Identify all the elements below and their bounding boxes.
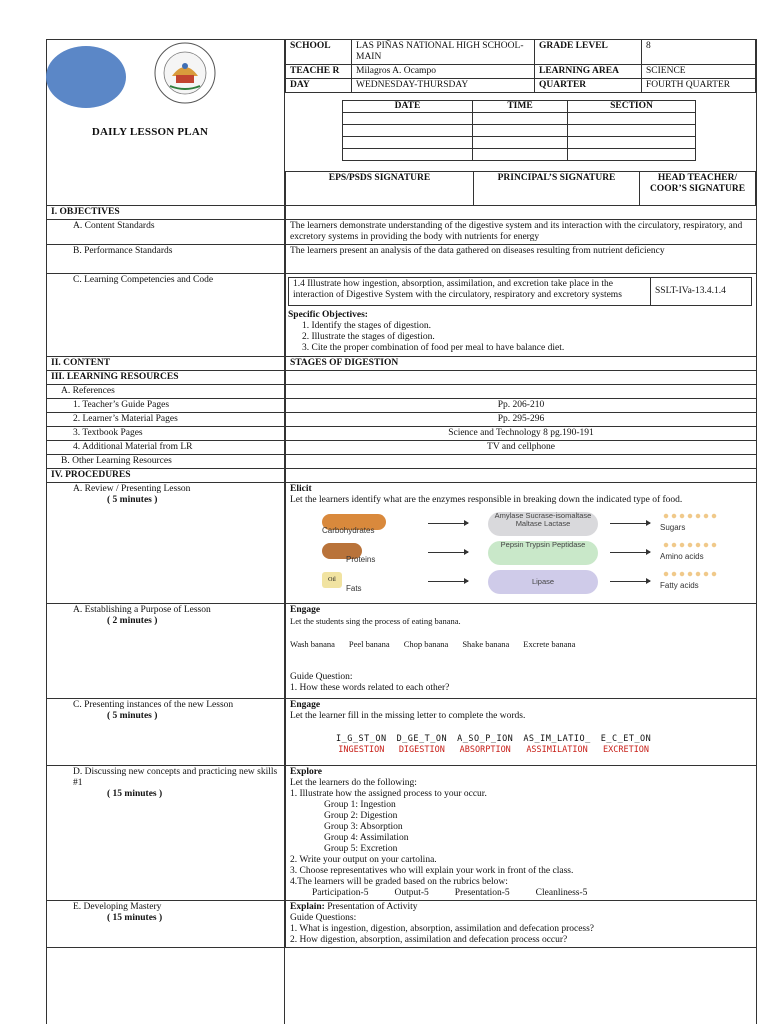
empty-cell xyxy=(286,206,757,220)
empty-cell xyxy=(286,371,757,385)
signature-table xyxy=(285,171,756,206)
guide-question: 1. How these words related to each other? xyxy=(290,683,450,693)
resources-heading: III. LEARNING RESOURCES xyxy=(47,371,286,385)
puzzle-word: I_G_ST_ON xyxy=(336,734,387,744)
arrow-icon xyxy=(428,581,468,582)
oil-bottle-image: Oil xyxy=(322,572,342,588)
puzzle-word: E_C_ET_ON xyxy=(600,734,652,744)
resource-value: Pp. 295-296 xyxy=(286,413,757,427)
answer-word: INGESTION xyxy=(338,745,385,755)
specific-objective: 1. Identify the stages of digestion. xyxy=(302,321,432,331)
enzyme-cloud: Lipase xyxy=(488,570,598,594)
purpose-minutes: ( 2 minutes ) xyxy=(107,616,158,626)
rubric-row xyxy=(290,888,752,899)
eps-signature-label: EPS/PSDS SIGNATURE xyxy=(286,172,474,206)
elicit-text: Let the learners identify what are the enzymes responsible in breaking down the indicated type of food. xyxy=(290,495,683,505)
product-label: Fatty acids xyxy=(660,581,699,590)
time-cell xyxy=(473,125,568,137)
enzyme-diagram xyxy=(290,512,730,596)
competency-code: SSLT-IVa-13.4.1.4 xyxy=(655,286,726,296)
puzzle-word: A_SO_P_ION xyxy=(457,734,514,744)
product-label: Sugars xyxy=(660,523,686,532)
header-info-table xyxy=(285,39,756,93)
explain-title: Explain: xyxy=(290,902,325,912)
engage-title: Engage xyxy=(290,605,321,615)
arrow-icon xyxy=(428,523,468,524)
competency-box xyxy=(288,277,752,306)
answer-word: EXCRETION xyxy=(602,745,650,755)
other-resources-label: B. Other Learning Resources xyxy=(47,455,286,469)
banana-step: Chop banana xyxy=(403,639,449,649)
puzzle-word: D_GE_T_ON xyxy=(396,734,448,744)
explore-step: 1. Illustrate how the assigned process to your occur. xyxy=(290,789,487,799)
enzyme-cloud: Pepsin Trypsin Peptidase xyxy=(488,541,598,565)
review-minutes: ( 5 minutes ) xyxy=(107,495,158,505)
empty-cell xyxy=(286,469,757,483)
school-value: LAS PIÑAS NATIONAL HIGH SCHOOL-MAIN xyxy=(352,40,535,65)
teacher-value: Milagros A. Ocampo xyxy=(352,65,535,79)
day-value: WEDNESDAY-THURSDAY xyxy=(352,79,535,93)
day-label: DAY xyxy=(286,79,352,93)
banana-step: Excrete banana xyxy=(523,639,576,649)
area-value: SCIENCE xyxy=(642,65,756,79)
answer-word: DIGESTION xyxy=(398,745,445,755)
empty-cell xyxy=(286,455,757,469)
specific-objectives-heading: Specific Objectives: xyxy=(288,310,368,320)
content-value: STAGES OF DIGESTION xyxy=(286,357,757,371)
guide-question: 2. How digestion, absorption, assimilation and defecation process occur? xyxy=(290,935,568,945)
quarter-value: FOURTH QUARTER xyxy=(642,79,756,93)
guide-questions-label: Guide Questions: xyxy=(290,913,357,923)
resource-label: 2. Learner’s Material Pages xyxy=(47,413,286,427)
group-item: Group 3: Absorption xyxy=(324,822,403,832)
amino-dots-image xyxy=(662,541,718,550)
puzzle-word: AS_IM_LATIO_ xyxy=(523,734,591,744)
rubric-item: Presentation-5 xyxy=(454,888,510,898)
competencies-label: C. Learning Competencies and Code xyxy=(47,274,286,357)
explore-step: 4.The learners will be graded based on the rubrics below: xyxy=(290,877,508,887)
elicit-title: Elicit xyxy=(290,484,312,494)
principal-signature-label: PRINCIPAL’S SIGNATURE xyxy=(474,172,640,206)
date-cell xyxy=(343,137,473,149)
guide-question-label: Guide Question: xyxy=(290,672,353,682)
blue-oval-shape xyxy=(46,46,126,108)
group-item: Group 5: Excretion xyxy=(324,844,398,854)
date-cell xyxy=(343,125,473,137)
empty-cell xyxy=(286,385,757,399)
date-time-section-table xyxy=(342,100,696,161)
explore-step: 3. Choose representatives who will explain your work in front of the class. xyxy=(290,866,574,876)
content-heading: II. CONTENT xyxy=(47,357,286,371)
mastery-minutes: ( 15 minutes ) xyxy=(107,913,163,923)
discussing-minutes: ( 15 minutes ) xyxy=(107,789,163,799)
food-label: Carbohydrates xyxy=(322,526,375,535)
rubric-item: Cleanliness-5 xyxy=(535,888,588,898)
head-teacher-signature-label: HEAD TEACHER/ COOR’S SIGNATURE xyxy=(640,172,756,206)
enzyme-cloud: Amylase Sucrase-isomaltase Maltase Lactase xyxy=(488,512,598,536)
answer-word: ABSORPTION xyxy=(459,745,511,755)
food-label: Fats xyxy=(346,584,362,593)
resource-label: 1. Teacher’s Guide Pages xyxy=(47,399,286,413)
mastery-label: E. Developing Mastery xyxy=(73,902,162,912)
lesson-plan-table xyxy=(46,205,757,948)
resource-value: Science and Technology 8 pg.190-191 xyxy=(286,427,757,441)
instances-label: C. Presenting instances of the new Lesson xyxy=(73,700,234,710)
arrow-icon xyxy=(428,552,468,553)
arrow-icon xyxy=(610,552,650,553)
banana-step: Wash banana xyxy=(290,639,335,649)
section-header: SECTION xyxy=(568,101,696,113)
time-cell xyxy=(473,113,568,125)
procedures-heading: IV. PROCEDURES xyxy=(47,469,286,483)
resource-label: 3. Textbook Pages xyxy=(47,427,286,441)
explore-step: 2. Write your output on your cartolina. xyxy=(290,855,437,865)
content-standards-text: The learners demonstrate understanding of the digestive system and its interaction with the circulatory, respiratory, and excretory systems in providing the body with nutrients for energy xyxy=(286,220,757,245)
purpose-label: A. Establishing a Purpose of Lesson xyxy=(73,605,211,615)
product-label: Amino acids xyxy=(660,552,704,561)
resource-value: Pp. 206-210 xyxy=(286,399,757,413)
sugar-dots-image xyxy=(662,512,718,521)
specific-objective: 2. Illustrate the stages of digestion. xyxy=(302,332,435,342)
arrow-icon xyxy=(610,523,650,524)
banana-step: Shake banana xyxy=(462,639,510,649)
time-header: TIME xyxy=(473,101,568,113)
discussing-label: D. Discussing new concepts and practicing new skills #1 xyxy=(73,767,278,788)
instances-minutes: ( 5 minutes ) xyxy=(107,711,158,721)
missing-letters-row xyxy=(290,734,752,756)
section-cell xyxy=(568,137,696,149)
school-label: SCHOOL xyxy=(286,40,352,65)
date-header: DATE xyxy=(343,101,473,113)
resource-label: 4. Additional Material from LR xyxy=(47,441,286,455)
area-label: LEARNING AREA xyxy=(535,65,642,79)
explain-title-rest: Presentation of Activity xyxy=(324,902,418,912)
performance-standards-label: B. Performance Standards xyxy=(47,245,286,274)
section-cell xyxy=(568,149,696,161)
quarter-label: QUARTER xyxy=(535,79,642,93)
time-cell xyxy=(473,149,568,161)
engage-title: Engage xyxy=(290,700,321,710)
grade-value: 8 xyxy=(642,40,756,65)
date-cell xyxy=(343,113,473,125)
group-item: Group 1: Ingestion xyxy=(324,800,396,810)
group-item: Group 4: Assimilation xyxy=(324,833,409,843)
engage-text: Let the learner fill in the missing letter to complete the words. xyxy=(290,711,526,721)
explore-title: Explore xyxy=(290,767,323,777)
review-label: A. Review / Presenting Lesson xyxy=(73,484,191,494)
school-seal-logo xyxy=(132,42,238,104)
teacher-label: TEACHE R xyxy=(286,65,352,79)
group-item: Group 2: Digestion xyxy=(324,811,398,821)
specific-objective: 3. Cite the proper combination of food per meal to have balance diet. xyxy=(302,343,565,353)
rubric-item: Output-5 xyxy=(394,888,429,898)
fatty-acid-dots-image xyxy=(662,570,718,579)
time-cell xyxy=(473,137,568,149)
resource-value: TV and cellphone xyxy=(286,441,757,455)
performance-standards-text: The learners present an analysis of the data gathered on diseases resulting from nutrient deficiency xyxy=(286,245,757,274)
answer-word: ASSIMILATION xyxy=(526,745,588,755)
objectives-heading: I. OBJECTIVES xyxy=(47,206,286,220)
competency-text: 1.4 Illustrate how ingestion, absorption, assimilation, and excretion take place in the interaction of Digestive System with the circulatory, respiratory and excretory systems xyxy=(289,278,651,305)
section-cell xyxy=(568,113,696,125)
content-standards-label: A. Content Standards xyxy=(47,220,286,245)
food-label: Proteins xyxy=(346,555,376,564)
rubric-item: Participation-5 xyxy=(312,888,369,898)
explore-intro: Let the learners do the following: xyxy=(290,778,417,788)
guide-question: 1. What is ingestion, digestion, absorption, assimilation and defecation process? xyxy=(290,924,595,934)
arrow-icon xyxy=(610,581,650,582)
section-cell xyxy=(568,125,696,137)
engage-text: Let the students sing the process of eating banana. xyxy=(290,616,461,626)
grade-label: GRADE LEVEL xyxy=(535,40,642,65)
page-title: DAILY LESSON PLAN xyxy=(91,126,209,138)
references-label: A. References xyxy=(47,385,286,399)
date-cell xyxy=(343,149,473,161)
banana-step: Peel banana xyxy=(348,639,390,649)
